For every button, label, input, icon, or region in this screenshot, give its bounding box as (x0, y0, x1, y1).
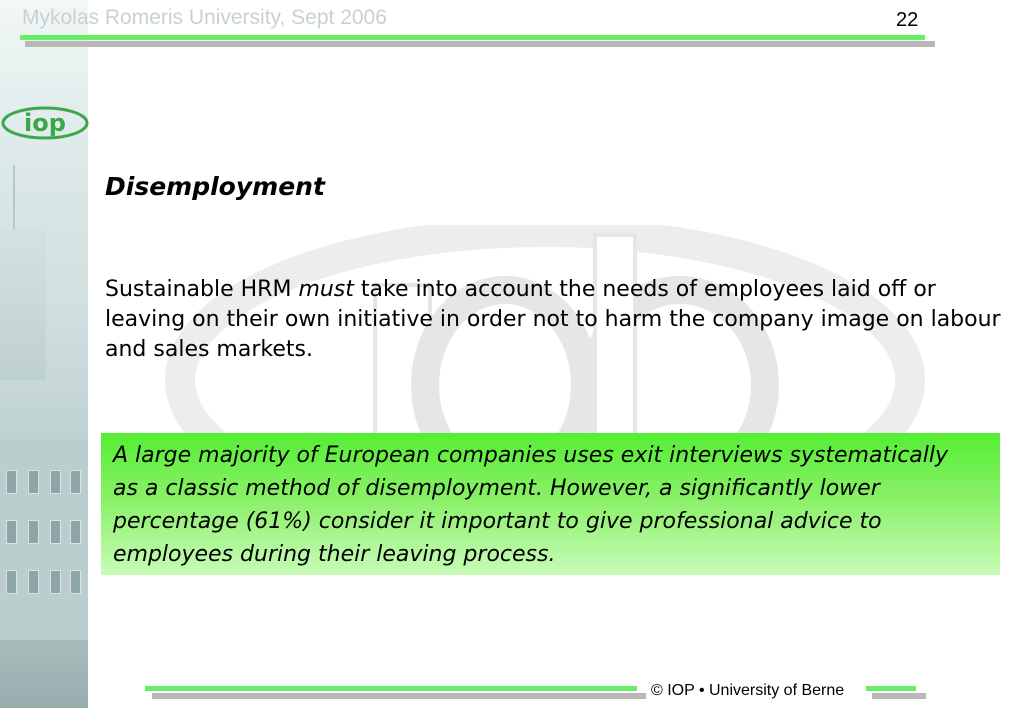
footer-rule-green (145, 686, 637, 691)
header-title: Mykolas Romeris University, Sept 2006 (22, 6, 387, 29)
building-window (6, 470, 17, 494)
ground (0, 640, 88, 708)
page-number: 22 (896, 9, 919, 31)
building-window (50, 520, 61, 544)
building-window (6, 570, 17, 594)
footer-rule-gray-short (872, 693, 926, 699)
building-window (50, 570, 61, 594)
building-window (28, 470, 39, 494)
building-tower (0, 230, 46, 380)
building-window (70, 570, 81, 594)
footer-rule-green-short (866, 686, 916, 691)
building-window (28, 570, 39, 594)
footer-credit: © IOP • University of Berne (651, 682, 845, 699)
slide-heading: Disemployment (105, 172, 325, 201)
building-window (28, 520, 39, 544)
building-window (70, 470, 81, 494)
footer-rule-gray (152, 693, 646, 699)
building-window (70, 520, 81, 544)
building-window (50, 470, 61, 494)
highlight-text: A large majority of European companies uses exit interviews systematically as a classic method of disemployment. However, a significantly lower percentage (61%) consider it important to give professional advice to employees during their leaving process. (113, 443, 949, 567)
building-window (6, 520, 17, 544)
logo-text: iop (24, 109, 66, 137)
paragraph-emphasis: must (298, 277, 354, 302)
header-rule-green (20, 35, 925, 40)
building-spire (13, 165, 15, 235)
highlight-box (101, 433, 1000, 575)
paragraph-part: Sustainable HRM (105, 277, 299, 302)
building-facade (0, 440, 88, 640)
paragraph-part: take into account the needs of employees laid off or leaving on their own initiative in order not to harm the company image on labour and sales markets. (105, 277, 1001, 362)
iop-logo (0, 104, 90, 142)
header-rule-gray (25, 41, 935, 47)
slide-paragraph (105, 275, 1005, 365)
